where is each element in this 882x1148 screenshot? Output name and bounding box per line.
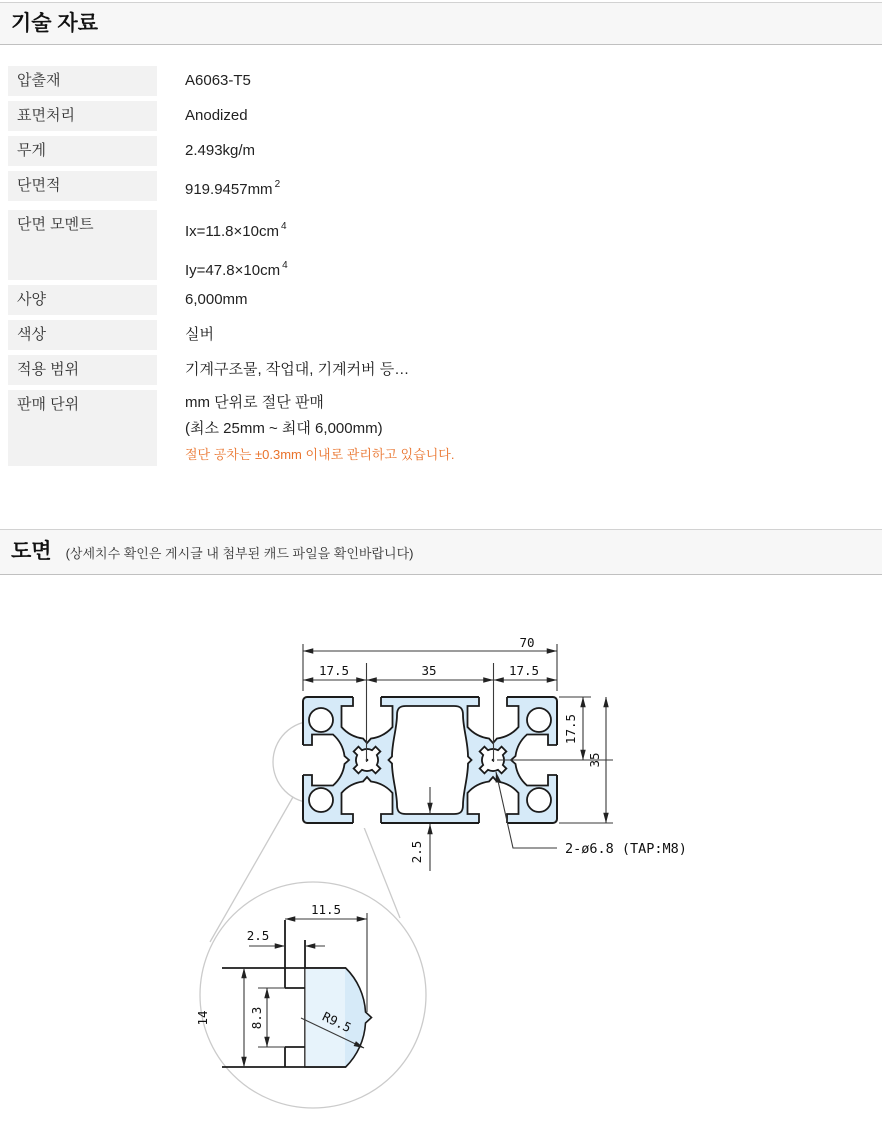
table-row (8, 390, 874, 466)
dim-detail-height: 14 (195, 1010, 210, 1026)
row-label: 사양 (8, 285, 157, 315)
corner-hole (309, 708, 333, 732)
row-value-text: Ix=11.8×10cm (185, 223, 279, 240)
tech-section-header (0, 2, 882, 45)
corner-hole (527, 788, 551, 812)
row-label: 단면 모멘트 (8, 210, 157, 280)
superscript: 4 (282, 260, 288, 271)
row-value (185, 210, 288, 280)
row-value: 6,000mm (185, 291, 248, 308)
superscript: 4 (280, 221, 287, 232)
dim-detail-gap: 8.3 (249, 1006, 264, 1030)
row-label: 적용 범위 (8, 355, 157, 385)
dim-detail-depth: 11.5 (310, 902, 342, 917)
dim-70: 70 (519, 635, 535, 650)
dim-bottom-wall: 2.5 (409, 840, 424, 864)
corner-hole (527, 708, 551, 732)
moment-ix (185, 210, 288, 249)
dim-detail-radius: R9.5 (320, 1008, 354, 1036)
table-row (8, 320, 874, 350)
row-label: 표면처리 (8, 101, 157, 131)
row-value: A6063-T5 (185, 72, 251, 89)
detail-view (195, 902, 372, 1067)
sale-unit-line1: mm 단위로 절단 판매 (185, 394, 324, 411)
row-label: 압출재 (8, 66, 157, 96)
row-value: 2.493kg/m (185, 142, 256, 159)
table-row (8, 101, 874, 131)
tap-label: 2-ø6.8 (TAP:M8) (565, 841, 687, 857)
table-row (8, 136, 874, 166)
spec-table (8, 66, 874, 471)
corner-hole (309, 788, 333, 812)
drawing-section-subtitle: (상세치수 확인은 게시글 내 첨부된 캐드 파일을 확인바랍니다) (65, 546, 414, 561)
dim-35-mid: 35 (421, 663, 437, 678)
row-value-text: Iy=47.8×10cm (185, 262, 281, 279)
moment-iy (185, 249, 288, 288)
table-row (8, 66, 874, 96)
magnifier-tangent-left (210, 797, 293, 942)
row-label: 색상 (8, 320, 157, 350)
table-row (8, 171, 874, 205)
dim-17-5-left: 17.5 (318, 663, 350, 678)
row-label: 판매 단위 (8, 390, 157, 466)
table-row (8, 210, 874, 280)
row-value: 실버 (185, 326, 214, 343)
dim-detail-lip: 2.5 (246, 928, 270, 943)
row-label: 무게 (8, 136, 157, 166)
table-row (8, 355, 874, 385)
drawing-section-header (0, 529, 882, 575)
cad-drawing (0, 586, 882, 1148)
row-value: Anodized (185, 107, 248, 124)
row-value-text: 919.9457mm (185, 181, 273, 198)
table-row (8, 285, 874, 315)
drawing-section-title: 도면 (11, 540, 52, 563)
dim-height-to-center: 17.5 (563, 713, 578, 745)
dim-overall-height: 35 (587, 752, 602, 768)
row-value (185, 171, 280, 205)
superscript: 2 (274, 179, 281, 190)
row-label: 단면적 (8, 171, 157, 201)
dim-17-5-right: 17.5 (508, 663, 540, 678)
row-value: 기계구조물, 작업대, 기계커버 등… (185, 361, 410, 378)
row-value (185, 390, 454, 466)
tolerance-note: 절단 공차는 ±0.3mm 이내로 관리하고 있습니다. (185, 447, 455, 462)
sale-unit-line2: (최소 25mm ~ 최대 6,000mm) (185, 420, 383, 437)
tech-section-title: 기술 자료 (11, 12, 98, 35)
